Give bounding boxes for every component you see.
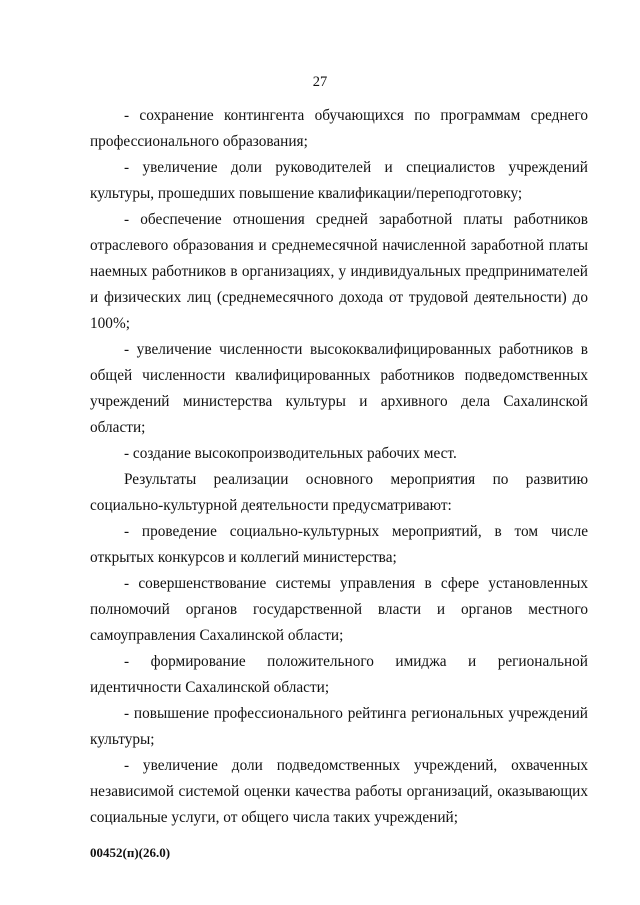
document-code: 00452(п)(26.0) [90, 845, 171, 860]
list-item: - увеличение численности высококвалифицированных работников в общей численности квалифицированных работников подведомственных учреждений министерства культуры и архивного дела Сахалинской области; [90, 341, 588, 436]
list-item: - сохранение контингента обучающихся по программам среднего профессионального образования; [90, 107, 588, 150]
document-body [90, 103, 588, 831]
list-item: - совершенствование системы управления в сфере установленных полномочий органов государственной власти и органов местного самоуправления Сахалинской области; [90, 575, 588, 644]
list-item: - формирование положительного имиджа и региональной идентичности Сахалинской области; [90, 653, 588, 696]
paragraph: Результаты реализации основного мероприятия по развитию социально-культурной деятельности предусматривают: [90, 471, 588, 514]
list-item: - увеличение доли руководителей и специалистов учреждений культуры, прошедших повышение квалификации/переподготовку; [90, 159, 588, 202]
list-item: - повышение профессионального рейтинга региональных учреждений культуры; [90, 705, 588, 748]
list-item: - обеспечение отношения средней заработной платы работников отраслевого образования и среднемесячной начисленной заработной платы наемных работников в организациях, у индивидуальных предпринимателей и физических лиц (среднемесячного дохода от трудовой деятельности) до 100%; [90, 211, 588, 332]
list-item: - создание высокопроизводительных рабочих мест. [124, 445, 457, 462]
page-number: 27 [312, 74, 328, 90]
list-item: - проведение социально-культурных мероприятий, в том числе открытых конкурсов и коллегий министерства; [90, 523, 588, 566]
list-item: - увеличение доли подведомственных учреждений, охваченных независимой системой оценки качества работы организаций, оказывающих социальные услуги, от общего числа таких учреждений; [90, 757, 588, 826]
